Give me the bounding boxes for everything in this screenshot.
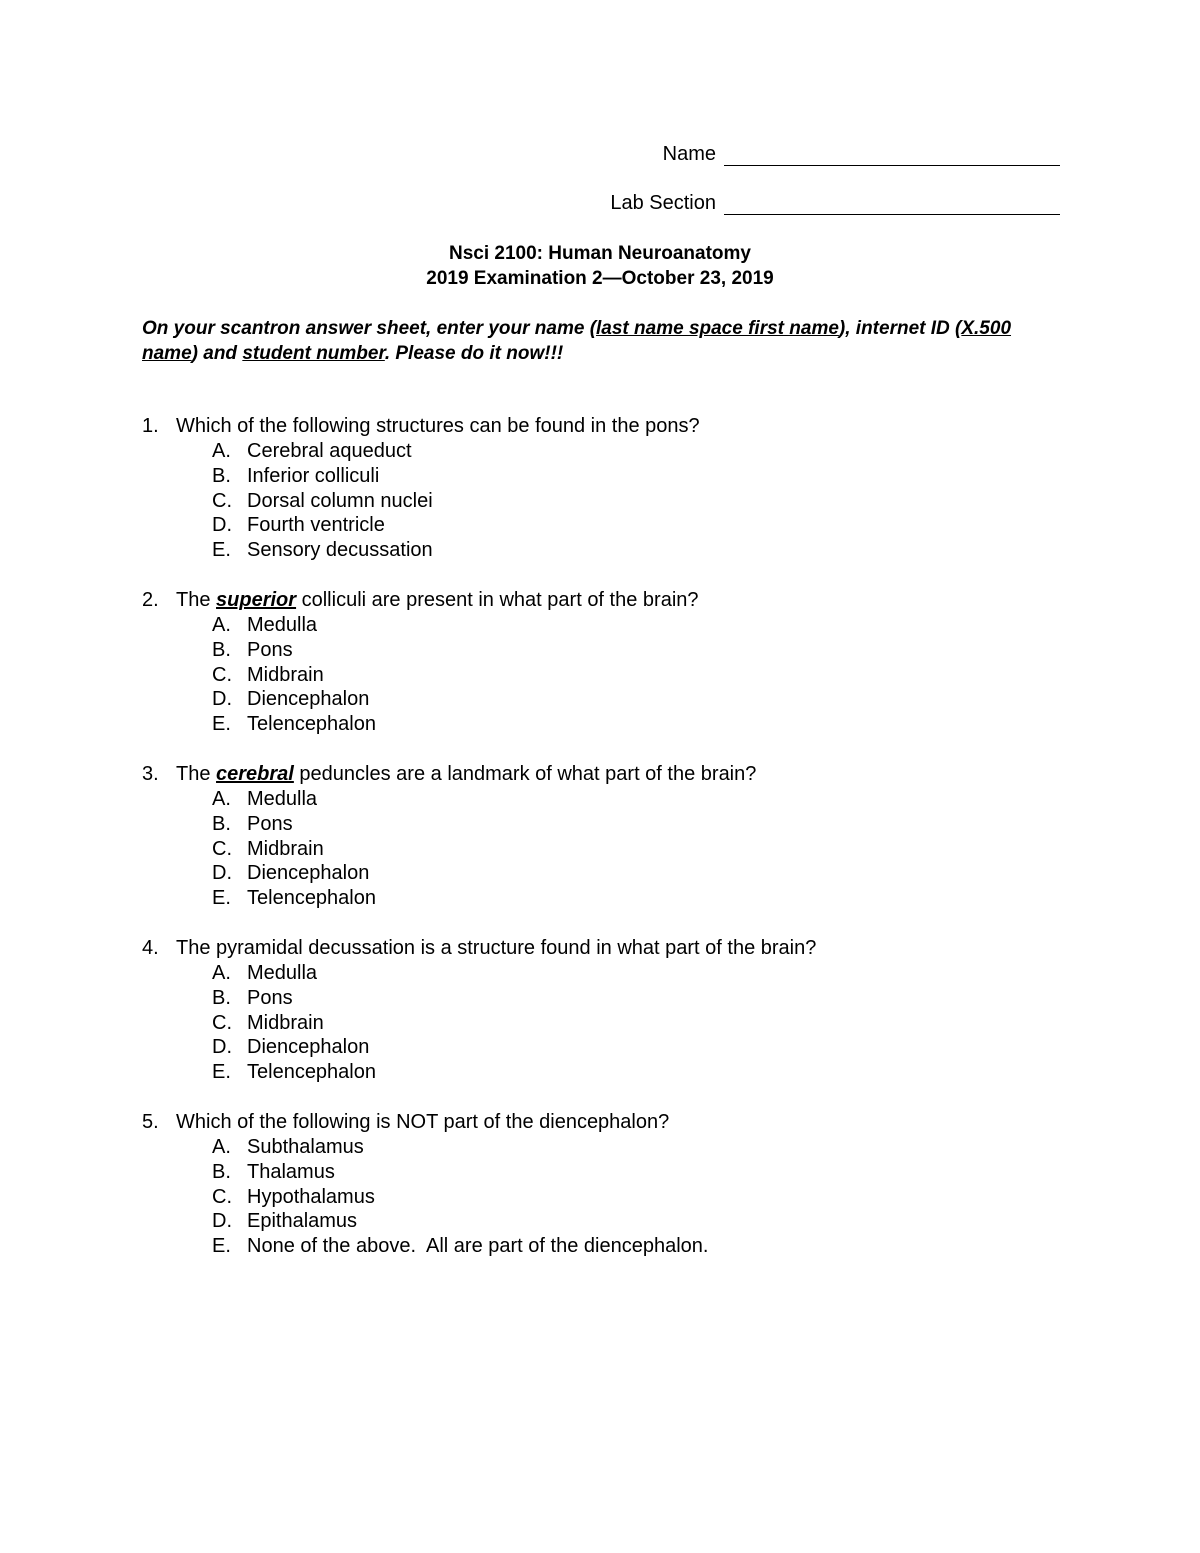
question-stem [142,762,1072,787]
answer-options [142,439,1072,563]
option-text: Subthalamus [247,1135,364,1158]
exam-title-block [0,241,1200,291]
option-letter: D. [212,862,232,885]
option-text: Inferior colliculi [247,464,380,487]
option-letter: A. [212,961,231,984]
instructions-underlined-name-format: last name space first name [596,318,839,339]
option-letter: C. [212,1185,232,1208]
instructions-text-3: ) and [191,343,243,364]
answer-options [142,1135,1072,1259]
question-stem [142,414,1072,439]
question-stem [142,1110,1072,1135]
instructions-text-1: On your scantron answer sheet, enter your name ( [142,318,597,339]
option-text: Diencephalon [247,688,370,711]
name-field-row [663,142,1060,166]
option-letter: A. [212,787,231,810]
lab-section-label: Lab Section [610,192,716,214]
instructions-underlined-student-number: student number [242,343,385,364]
answer-option [212,513,1072,538]
option-letter: D. [212,1210,232,1233]
option-letter: C. [212,663,232,686]
option-text: Midbrain [247,1011,324,1034]
answer-option [212,861,1072,886]
question-text [176,414,700,439]
question-text [176,936,816,961]
answer-option [212,712,1072,737]
option-text: Cerebral aqueduct [247,440,412,462]
option-text: Fourth ventricle [247,514,385,537]
option-text: Epithalamus [247,1210,358,1233]
answer-option [212,1011,1072,1036]
question-text-end: colliculi are present in what part of the brain? [296,588,699,611]
option-text: Sensory decussation [247,539,433,562]
option-letter: E. [212,1235,231,1258]
answer-option [212,986,1072,1011]
option-text: Thalamus [247,1160,335,1183]
question-number: 1. [142,415,159,437]
answer-option [212,613,1072,638]
option-letter: B. [212,1160,231,1183]
option-letter: C. [212,837,232,860]
option-text: Telencephalon [247,1061,376,1084]
option-text: Medulla [247,613,318,636]
lab-section-blank-line[interactable] [724,194,1060,215]
answer-option [212,812,1072,837]
question-stem [142,588,1072,613]
option-text: Pons [247,986,293,1009]
answer-option [212,663,1072,688]
option-letter: A. [212,613,231,636]
answer-option [212,1234,1072,1259]
question-text-start: The [176,588,217,611]
instructions-text-4: . Please do it now!!! [384,343,564,364]
question-text [176,588,699,613]
question-text-start: Which of the following is NOT part of the diencephalon? [176,1110,670,1133]
course-title: Nsci 2100: Human Neuroanatomy [449,243,751,264]
answer-options [142,961,1072,1085]
answer-option [212,687,1072,712]
option-text: Telencephalon [247,887,376,910]
option-letter: B. [212,464,231,487]
option-text: None of the above. All are part of the diencephalon. [247,1235,709,1258]
option-letter: C. [212,489,232,512]
answer-option [212,464,1072,489]
option-text: Pons [247,812,293,835]
answer-options [142,787,1072,911]
answer-option [212,638,1072,663]
instructions-text-2: ), internet ID ( [838,318,962,339]
option-letter: E. [212,1061,231,1084]
option-letter: E. [212,713,231,736]
answer-options [142,613,1072,737]
option-text: Diencephalon [247,1036,370,1059]
option-letter: D. [212,688,232,711]
answer-option [212,787,1072,812]
instructions-underlined-x500: X.500 name [142,318,1012,364]
exam-title: 2019 Examination 2—October 23, 2019 [426,268,774,289]
question-number: 2. [142,588,159,611]
question-5 [142,1110,1072,1259]
question-number: 3. [142,762,159,785]
option-text: Telencephalon [247,713,376,736]
answer-option [212,961,1072,986]
question-3 [142,762,1072,911]
option-text: Midbrain [247,837,324,860]
option-letter: E. [212,887,231,910]
answer-option [212,837,1072,862]
question-4 [142,936,1072,1085]
question-text-start: Which of the following structures can be found in the pons? [176,415,700,437]
question-list [142,414,1072,1284]
option-text: Hypothalamus [247,1185,375,1208]
question-text [176,762,756,787]
answer-option [212,1209,1072,1234]
option-letter: B. [212,638,231,661]
option-text: Dorsal column nuclei [247,489,433,512]
answer-option [212,1160,1072,1185]
option-text: Medulla [247,961,318,984]
option-text: Midbrain [247,663,324,686]
answer-option [212,489,1072,514]
name-label: Name [662,143,716,165]
answer-option [212,1185,1072,1210]
question-1 [142,414,1072,563]
option-text: Pons [247,638,293,661]
question-number: 4. [142,936,159,959]
answer-option [212,538,1072,563]
name-blank-line[interactable] [724,145,1060,166]
question-text-end: peduncles are a landmark of what part of the brain? [293,762,757,785]
option-letter: B. [212,986,231,1009]
option-text: Diencephalon [247,862,370,885]
question-emphasized-word: cerebral [216,762,294,785]
question-2 [142,588,1072,737]
question-text [176,1110,669,1135]
option-letter: B. [212,812,231,835]
answer-option [212,1060,1072,1085]
answer-option [212,1135,1072,1160]
option-letter: C. [212,1011,232,1034]
question-stem [142,936,1072,961]
scantron-instructions [142,316,1072,366]
lab-section-field-row [610,191,1060,215]
option-text: Medulla [247,787,318,810]
option-letter: A. [212,1135,231,1158]
option-letter: A. [212,440,231,462]
question-text-start: The pyramidal decussation is a structure found in what part of the brain? [176,936,817,959]
question-emphasized-word: superior [216,588,297,611]
option-letter: D. [212,514,232,537]
answer-option [212,1035,1072,1060]
answer-option [212,439,1072,464]
question-text-start: The [176,762,217,785]
option-letter: D. [212,1036,232,1059]
answer-option [212,886,1072,911]
question-number: 5. [142,1110,159,1133]
option-letter: E. [212,539,231,562]
